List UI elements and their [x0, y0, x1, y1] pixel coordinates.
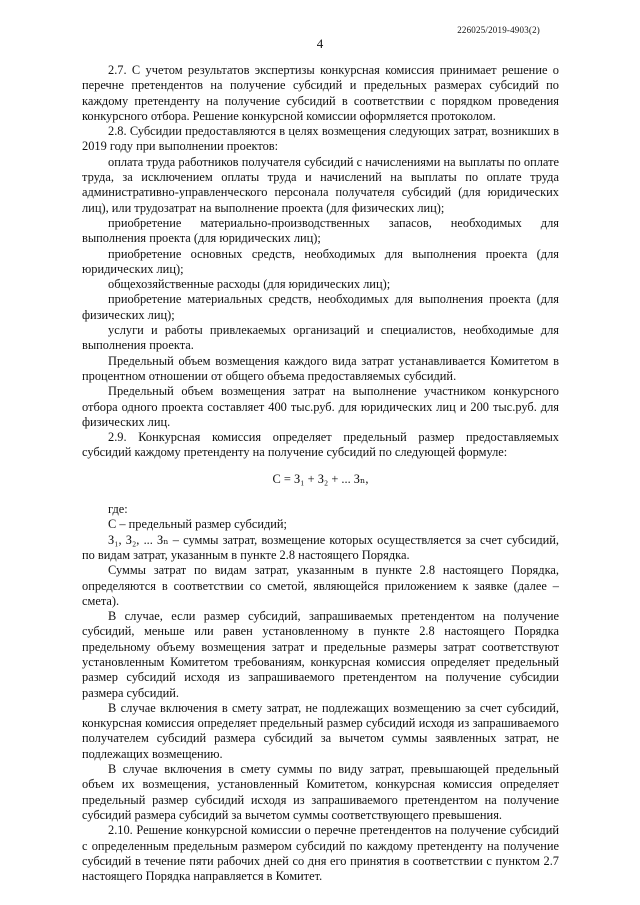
- paragraph-limit-each-type: Предельный объем возмещения каждого вида затрат устанавливается Комитетом в процентном отношении от общего объема предоставляемых субсидий.: [82, 353, 559, 383]
- list-item-inventories: приобретение материально-производственных запасов, необходимых для выполнения проекта (для юридических лиц);: [82, 215, 559, 246]
- paragraph-limit-per-project: Предельный объем возмещения затрат на выполнение участником конкурсного отбора одного проекта составляет 400 тыс.руб. для юридических лиц и 200 тыс.руб. для физических лиц.: [82, 384, 559, 429]
- paragraph-case-less-or-equal: В случае, если размер субсидий, запрашиваемых претендентом на получение субсидий, меньше или равен установленному в пункте 2.8 настоящего Порядка предельному объему возмещения затрат и предельные размеры затрат соответствуют установленным Комитетом требованиям, конкурсная комиссия определяет предельный размер субсидий исходя из запрашиваемого претендентом на получение субсидии размера субсидий.: [82, 609, 559, 700]
- definition-c: С – предельный размер субсидий;: [108, 517, 287, 532]
- page-number: 4: [316, 36, 324, 51]
- document-id: 226025/2019-4903(2): [457, 25, 540, 35]
- document-body: [82, 63, 559, 884]
- paragraph-cost-sums: Суммы затрат по видам затрат, указанным в пункте 2.8 настоящего Порядка, определяются в соответствии со сметой, являющейся приложением к заявке (далее – смета).: [82, 563, 559, 608]
- list-item-services: услуги и работы привлекаемых организаций и специалистов, необходимые для выполнения проекта.: [82, 323, 559, 353]
- formula: С = З₁ + З₂ + ... Зₙ,: [272, 471, 369, 486]
- definition-z: З₁, З₂, ... Зₙ – суммы затрат, возмещение которых осуществляется за счет субсидий, по видам затрат, указанным в пункте 2.8 настоящего Порядка.: [82, 532, 559, 562]
- paragraph-2-10: 2.10. Решение конкурсной комиссии о перечне претендентов на получение субсидий с определенным предельным размером субсидий по каждому претенденту на получение субсидий в течение пяти рабочих дней со дня его принятия в соответствии с пунктом 2.7 настоящего Порядка направляется в Комитет.: [82, 823, 559, 884]
- list-item-overhead: общехозяйственные расходы (для юридических лиц);: [108, 277, 391, 292]
- where-label: где:: [108, 502, 128, 517]
- list-item-fixed-assets: приобретение основных средств, необходимых для выполнения проекта (для юридических лиц);: [82, 246, 559, 276]
- paragraph-case-exceeding: В случае включения в смету суммы по виду затрат, превышающей предельный объем их возмещения, установленный Комитетом, конкурсная комиссия определяет предельный размер субсидий исходя из запрашиваемого претендентом на получение субсидий размера субсидий за вычетом суммы соответствующего превышения.: [82, 762, 559, 822]
- list-item-labor-costs: оплата труда работников получателя субсидий с начислениями на выплаты по оплате труда, за исключением оплаты труда и начислений на выплаты по оплате труда административно-управленческого персонала получателя субсидий (для юридических лиц), или трудозатрат на выполнение проекта (для физических лиц);: [82, 154, 559, 215]
- list-item-material-means: приобретение материальных средств, необходимых для выполнения проекта (для физических лиц);: [82, 292, 559, 322]
- paragraph-2-8: 2.8. Субсидии предоставляются в целях возмещения следующих затрат, возникших в 2019 году при выполнении проектов:: [82, 124, 559, 154]
- paragraph-2-7: 2.7. С учетом результатов экспертизы конкурсная комиссия принимает решение о перечне претендентов на получение субсидий и предельных размерах субсидий по каждому претенденту на получение субсидий в соответствии с порядком проведения конкурсного отбора. Решение конкурсной комиссии оформляется протоколом.: [82, 63, 559, 123]
- paragraph-case-non-reimbursable: В случае включения в смету затрат, не подлежащих возмещению за счет субсидий, конкурсная комиссия определяет предельный размер субсидий исходя из запрашиваемого получателем субсидий размера субсидий за вычетом суммы заявленных затрат, не подлежащих возмещению.: [82, 700, 559, 761]
- paragraph-2-9: 2.9. Конкурсная комиссия определяет предельный размер предоставляемых субсидий каждому претенденту на получение субсидий по следующей формуле:: [82, 430, 559, 460]
